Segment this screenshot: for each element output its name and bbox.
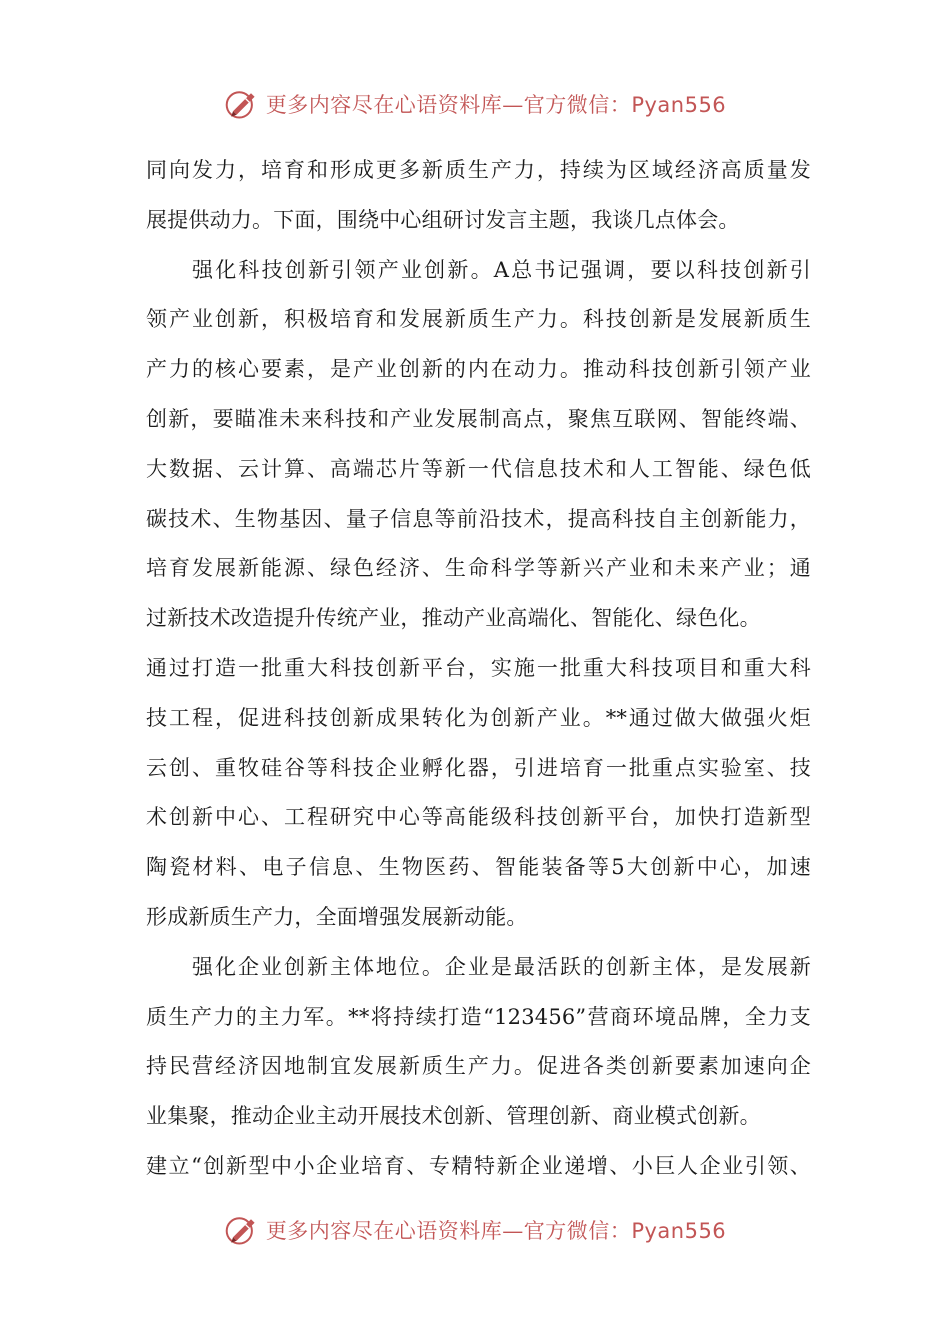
body-line: 创新，要瞄准未来科技和产业发展制高点，聚焦互联网、智能终端、 (146, 406, 811, 431)
pen-logo-icon (224, 86, 260, 122)
header-banner-text: 更多内容尽在心语资料库—官方微信：Pyan556 (265, 93, 727, 117)
body-line: 建立“创新型中小企业培育、专精特新企业递增、小巨人企业引领、 (146, 1153, 811, 1178)
body-line: 碳技术、生物基因、量子信息等前沿技术，提高科技自主创新能力， (146, 506, 811, 531)
header-banner (0, 84, 950, 124)
paragraph-heading-line: 强化科技创新引领产业创新。A总书记强调，要以科技创新引 (192, 257, 811, 282)
body-line: 通过打造一批重大科技创新平台，实施一批重大科技项目和重大科 (146, 655, 811, 680)
body-line: 质生产力的主力军。**将持续打造“123456”营商环境品牌，全力支 (146, 1004, 811, 1029)
body-line: 领产业创新，积极培育和发展新质生产力。科技创新是发展新质生 (146, 307, 811, 332)
footer-banner (0, 1210, 950, 1250)
body-line: 培育发展新能源、绿色经济、生命科学等新兴产业和未来产业；通 (146, 556, 811, 581)
body-line: 形成新质生产力，全面增强发展新动能。 (146, 904, 528, 929)
body-line: 云创、重牧硅谷等科技企业孵化器，引进培育一批重点实验室、技 (146, 755, 811, 780)
header-wechat-id: Pyan556 (631, 93, 727, 117)
body-line: 技工程，促进科技创新成果转化为创新产业。**通过做大做强火炬 (146, 705, 811, 730)
footer-banner-text: 更多内容尽在心语资料库—官方微信：Pyan556 (265, 1219, 727, 1243)
paragraph-heading-line: 强化企业创新主体地位。企业是最活跃的创新主体，是发展新 (192, 954, 811, 979)
body-line: 持民营经济因地制宜发展新质生产力。促进各类创新要素加速向企 (146, 1054, 811, 1079)
body-line: 业集聚，推动企业主动开展技术创新、管理创新、商业模式创新。 (146, 1104, 761, 1129)
body-line: 同向发力，培育和形成更多新质生产力，持续为区域经济高质量发 (146, 158, 811, 182)
footer-wechat-id: Pyan556 (631, 1219, 727, 1243)
body-line: 展提供动力。下面，围绕中心组研讨发言主题，我谈几点体会。 (146, 207, 740, 232)
body-line: 大数据、云计算、高端芯片等新一代信息技术和人工智能、绿色低 (146, 456, 811, 481)
pen-logo-icon (224, 1212, 260, 1248)
body-line: 陶瓷材料、电子信息、生物医药、智能装备等5大创新中心，加速 (146, 855, 811, 880)
document-body (146, 146, 811, 1192)
body-line: 产力的核心要素，是产业创新的内在动力。推动科技创新引领产业 (146, 357, 811, 382)
body-line: 过新技术改造提升传统产业，推动产业高端化、智能化、绿色化。 (146, 606, 761, 631)
body-line: 术创新中心、工程研究中心等高能级科技创新平台，加快打造新型 (146, 805, 811, 830)
